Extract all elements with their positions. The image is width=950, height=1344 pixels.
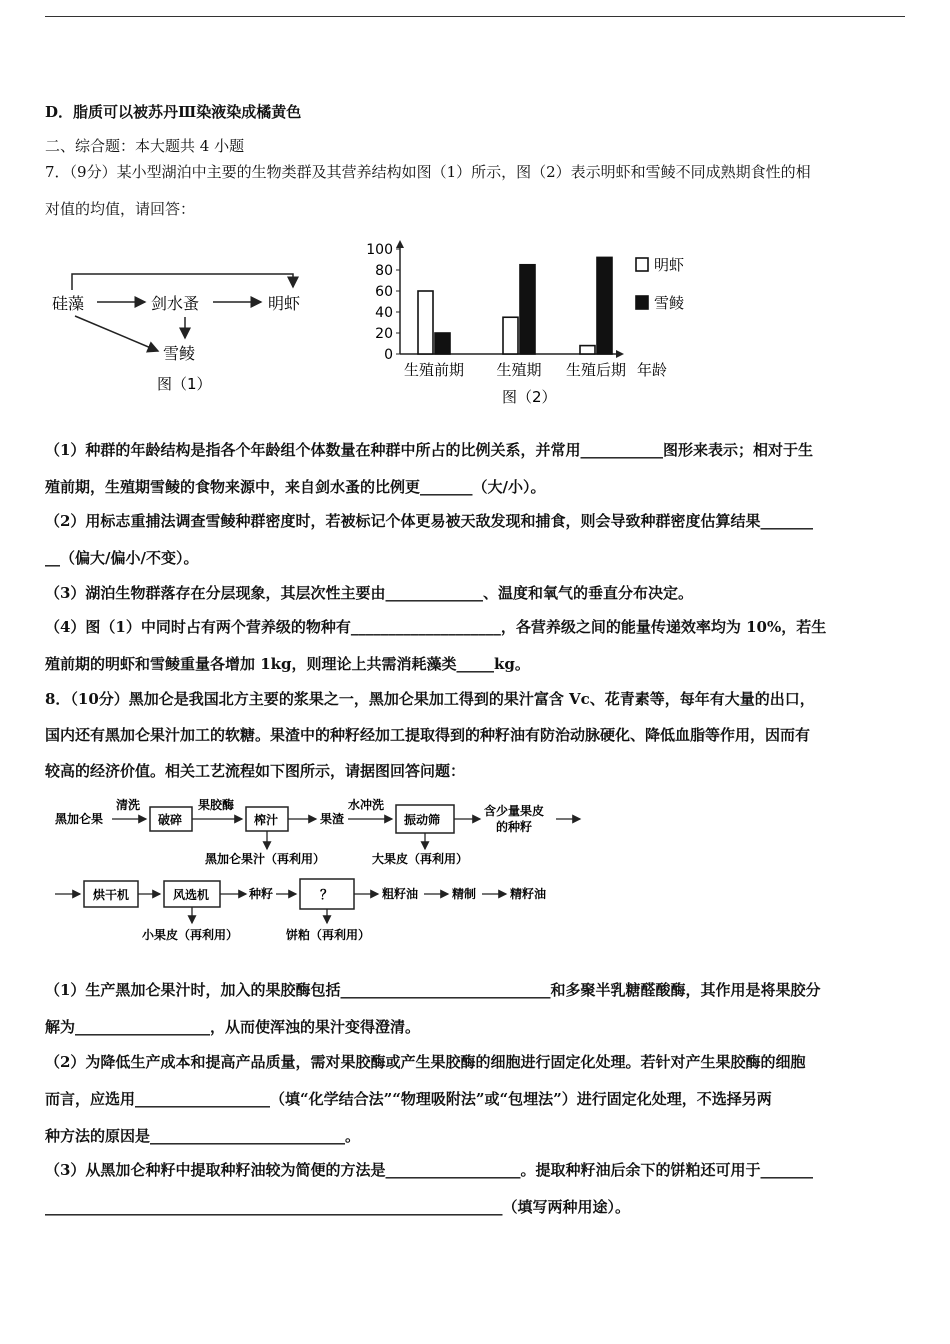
y-tick-label: 20 [375, 326, 393, 342]
q8-sub1-line2: 解为__________________，从而使浑浊的果汁变得澄清。 [45, 1018, 421, 1036]
process-flow-diagram [50, 793, 610, 953]
y-tick-label: 80 [375, 263, 393, 279]
flow-winnow: 风选机 [173, 888, 210, 902]
flow-enzyme-label: 果胶酶 [198, 798, 235, 812]
flow-crude-oil: 粗籽油 [382, 887, 419, 901]
q7-sub1-line2: 殖前期，生殖期雪鲮的食物来源中，来自剑水蚤的比例更_______（大/小）。 [45, 478, 546, 496]
figure2-caption: 图（2） [502, 388, 557, 406]
x-axis-label: 年龄 [637, 361, 668, 379]
q8-sub2-line2: 而言，应选用__________________（填“化学结合法”“物理吸附法”或“包埋法”）进行固定化处理，不选择另两 [45, 1090, 772, 1108]
node-xueling: 雪鲮 [163, 344, 196, 363]
bar-雪鲮 [597, 257, 612, 354]
x-tick-label: 生殖期 [496, 361, 542, 379]
x-tick-label: 生殖后期 [565, 361, 627, 379]
arrow-diatom-shrimp [72, 274, 293, 290]
legend-label: 雪鲮 [654, 294, 685, 312]
q8-sub2-line1: （2）为降低生产成本和提高产品质量，需对果胶酶或产生果胶酶的细胞进行固定化处理。若针对产生果胶酶的细胞 [45, 1053, 806, 1071]
q7-sub1-line1: （1）种群的年龄结构是指各个年龄组个体数量在种群中所占的比例关系，并常用___________图形来表示；相对于生 [45, 441, 813, 459]
y-tick-label: 100 [366, 242, 393, 258]
flow-seed-line2: 的种籽 [496, 820, 533, 834]
flow-smallpeel: 小果皮（再利用） [142, 928, 239, 942]
bar-明虾 [580, 346, 595, 354]
figure1-caption: 图（1） [157, 375, 212, 393]
q7-sub2-line2: __（偏大/偏小/不变）。 [45, 549, 199, 567]
q7-stem-line2: 对值的均值，请回答： [45, 200, 196, 218]
q7-sub3: （3）湖泊生物群落存在分层现象，其层次性主要由_____________、温度和氧气的垂直分布决定。 [45, 584, 693, 602]
q8-sub3-line2: _____________________________________________________________（填写两种用途）。 [45, 1198, 631, 1216]
section-heading: 二、综合题：本大题共 4 小题 [45, 137, 245, 155]
flow-press: 榨汁 [254, 813, 279, 827]
bar-明虾 [418, 291, 433, 354]
y-tick-label: 60 [375, 284, 393, 300]
q7-sub4-line1: （4）图（1）中同时占有两个营养级的物种有____________________，各营养级之间的能量传递效率均为 10%，若生 [45, 618, 827, 636]
bar-雪鲮 [435, 333, 450, 354]
q8-sub3-line1: （3）从黑加仑种籽中提取种籽油较为简便的方法是__________________。提取种籽油后余下的饼粕还可用于_______ [45, 1161, 813, 1179]
flow-dryer: 烘干机 [93, 888, 130, 902]
bar-明虾 [503, 317, 518, 354]
flow-seed: 种籽 [249, 887, 274, 901]
flow-blackcurrant: 黑加仑果 [55, 812, 104, 826]
x-axis-arrow [616, 350, 624, 358]
flow-wash-label: 清洗 [116, 798, 141, 812]
y-tick-label: 0 [384, 347, 393, 363]
node-shrimp: 明虾 [268, 294, 301, 313]
legend-swatch [636, 296, 648, 309]
legend-swatch [636, 258, 648, 271]
y-axis-arrow [396, 240, 404, 248]
node-diatom: 硅藻 [52, 294, 85, 313]
flow-juice: 黑加仑果汁（再利用） [205, 852, 326, 866]
q7-sub4-line2: 殖前期的明虾和雪鲮重量各增加 1kg，则理论上共需消耗藻类_____kg。 [45, 655, 530, 673]
bar-chart [360, 236, 690, 412]
q8-sub2-line3: 种方法的原因是__________________________。 [45, 1127, 361, 1145]
flow-bigpeel: 大果皮（再利用） [372, 852, 469, 866]
q8-stem-line3: 较高的经济价值。相关工艺流程如下图所示，请据图回答问题： [45, 762, 466, 780]
flow-refined-oil: 精籽油 [510, 887, 547, 901]
y-tick-label: 40 [375, 305, 393, 321]
flow-refine: 精制 [452, 887, 477, 901]
q8-stem-line2: 国内还有黑加仑果汁加工的软糖。果渣中的种籽经加工提取得到的种籽油有防治动脉硬化、降低血脂等作用，因而有 [45, 726, 811, 744]
q7-sub2-line1: （2）用标志重捕法调查雪鲮种群密度时，若被标记个体更易被天敌发现和捕食，则会导致种群密度估算结果_______ [45, 512, 813, 530]
option-d: D．脂质可以被苏丹Ⅲ染液染成橘黄色 [45, 103, 302, 121]
arrow-diatom-xueling [75, 316, 158, 351]
q8-stem-line1: 8．（10分）黑加仑是我国北方主要的浆果之一，黑加仑果加工得到的果汁富含 Vc、花青素等，每年有大量的出口， [45, 690, 815, 708]
q7-stem-line1: 7．（9分）某小型湖泊中主要的生物类群及其营养结构如图（1）所示，图（2）表示明虾和雪鲮不同成熟期食性的相 [45, 163, 811, 181]
food-web-diagram [45, 262, 320, 402]
flow-sieve: 振动筛 [404, 813, 441, 827]
flow-seed-line1: 含少量果皮 [484, 804, 545, 818]
flow-unknown: ？ [320, 888, 334, 903]
node-cyclops: 剑水蚤 [151, 294, 200, 313]
flow-water-label: 水冲洗 [348, 798, 385, 812]
flow-cake: 饼粕（再利用） [286, 928, 371, 942]
header-rule [45, 16, 905, 17]
legend-label: 明虾 [654, 256, 685, 274]
flow-crush: 破碎 [158, 813, 183, 827]
x-tick-label: 生殖前期 [403, 361, 465, 379]
bar-雪鲮 [520, 265, 535, 354]
flow-residue: 果渣 [320, 812, 345, 826]
q8-sub1-line1: （1）生产黑加仑果汁时，加入的果胶酶包括____________________________和多聚半乳糖醛酸酶，其作用是将果胶分 [45, 981, 821, 999]
